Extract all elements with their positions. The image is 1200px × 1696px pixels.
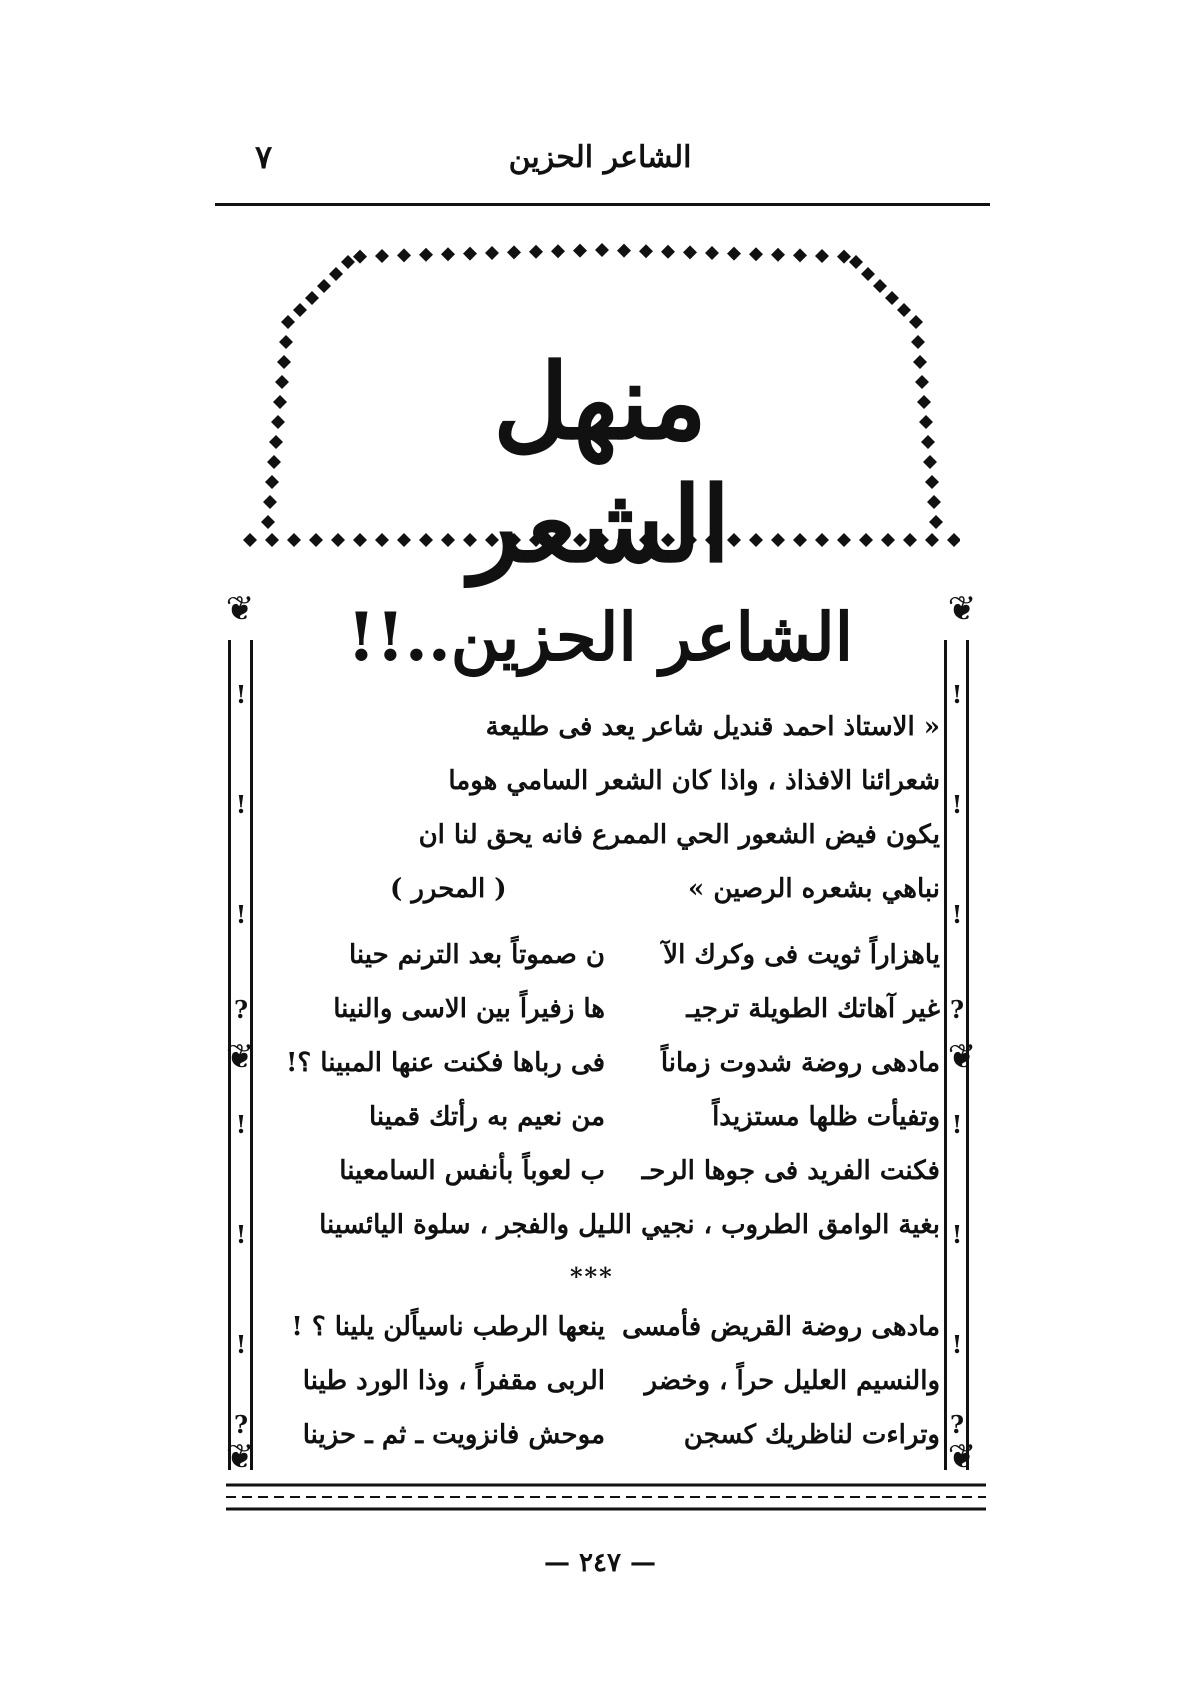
ornament-diamond <box>529 245 543 259</box>
ornament-diamond <box>265 533 279 547</box>
verse-left-hemistich: الربى مقفراً ، وذا الورد طينا <box>302 1366 605 1396</box>
ornament-diamond <box>639 244 653 258</box>
ornament-diamond <box>917 395 931 409</box>
intro-line: يكون فيض الشعور الحي الممرع فانه يحق لنا ان <box>418 820 940 850</box>
ornament-diamond <box>277 355 291 369</box>
ornament-diamond <box>309 533 323 547</box>
verse-left-hemistich: يل والفجر ، سلوة اليائسينا <box>319 1210 605 1240</box>
frame-mark-icon: ? <box>949 995 965 1024</box>
intro-line: نباهي بشعره الرصين » <box>688 874 940 904</box>
verse-right-hemistich: ياهزاراً ثويت فى وكرك الآ <box>663 940 940 970</box>
ornament-diamond <box>281 315 295 329</box>
ornament-diamond <box>267 455 281 469</box>
ornament-diamond <box>441 247 455 261</box>
ornament-diamond <box>551 244 565 258</box>
ornament-diamond <box>927 495 941 509</box>
ornament-diamond <box>269 435 283 449</box>
ornament-diamond <box>749 247 763 261</box>
ornament-diamond <box>881 533 895 547</box>
piece-title: الشاعر الحزين..!! <box>346 598 854 676</box>
verse-left-hemistich: ب لعوباً بأنفس السامعينا <box>339 1156 605 1186</box>
ornament-diamond <box>903 533 917 547</box>
ornament-diamond <box>897 303 911 317</box>
ornament-diamond <box>273 395 287 409</box>
ornament-diamond <box>921 435 935 449</box>
ornament-diamond <box>279 335 293 349</box>
frame-mark-icon: ? <box>233 1410 249 1439</box>
frame-mark-icon: ! <box>951 900 963 929</box>
ornament-diamond <box>507 245 521 259</box>
ornament-diamond <box>341 255 355 269</box>
ornament-diamond <box>913 355 927 369</box>
verse-right-hemistich: مادهى روضة القريض فأمسى <box>622 1312 940 1342</box>
frame-mark-icon: ? <box>233 995 249 1024</box>
frame-mark-icon: ! <box>235 1330 247 1359</box>
ornament-diamond <box>909 315 923 329</box>
frame-mark-icon: ! <box>951 680 963 709</box>
verse-left-hemistich: ها زفيراً بين الاسى والنينا <box>333 994 605 1024</box>
running-title: الشاعر الحزين <box>508 140 692 175</box>
ornament-diamond <box>271 415 285 429</box>
ornament-diamond <box>243 533 257 547</box>
ornament-diamond <box>915 375 929 389</box>
stanza-separator: *** <box>570 1262 614 1291</box>
ornament-diamond <box>859 533 873 547</box>
ornament-diamond <box>815 249 829 263</box>
ornament-diamond <box>925 475 939 489</box>
verse-left-hemistich: ينعها الرطب ناسياًلن يلينا ؟ ! <box>291 1312 605 1342</box>
banner-title: منهل الشعر <box>469 340 731 586</box>
verse-right-hemistich: بغية الوامق الطروب ، نجيي اللـ <box>600 1210 940 1240</box>
knot-ornament-icon: ❦ <box>225 589 255 629</box>
frame-bottom-border <box>226 1482 986 1512</box>
frame-mark-icon: ! <box>951 1220 963 1249</box>
frame-mark-icon: ! <box>235 900 247 929</box>
ornament-diamond <box>929 515 943 529</box>
verse-right-hemistich: والنسيم العليل حراً ، وخضر <box>644 1366 940 1396</box>
ornament-diamond <box>353 250 367 264</box>
ornament-diamond <box>595 243 609 257</box>
ornament-diamond <box>397 248 411 262</box>
ornament-diamond <box>265 475 279 489</box>
verse-right-hemistich: وتفيأت ظلها مستزيداً <box>712 1102 940 1132</box>
ornament-diamond <box>573 244 587 258</box>
verse-right-hemistich: فكنت الفريد فى جوها الرحـ <box>641 1156 940 1186</box>
ornament-diamond <box>661 245 675 259</box>
frame-mark-icon: ? <box>949 1410 965 1439</box>
folio-number: — ٢٤٧ — <box>543 1548 657 1578</box>
intro-line: « الاستاذ احمد قنديل شاعر يعد فى طليعة <box>485 712 940 742</box>
ornament-diamond <box>293 303 307 317</box>
ornament-diamond <box>873 279 887 293</box>
frame-mark-icon: ! <box>951 1110 963 1139</box>
intro-signature: ( المحرر ) <box>390 874 507 904</box>
frame-mark-icon: ! <box>235 790 247 819</box>
ornament-diamond <box>793 248 807 262</box>
frame-mark-icon: ! <box>951 1330 963 1359</box>
knot-ornament-icon: ❦ <box>947 589 977 629</box>
ornament-diamond <box>485 246 499 260</box>
ornament-diamond <box>305 291 319 305</box>
intro-line: شعرائنا الافذاذ ، واذا كان الشعر السامي هوما <box>448 766 940 796</box>
verse-right-hemistich: مادهى روضة شدوت زماناً <box>660 1048 940 1078</box>
frame-mark-icon: ! <box>235 1110 247 1139</box>
ornament-diamond <box>771 248 785 262</box>
verse-left-hemistich: موحش فانزويت ـ ثم ـ حزينا <box>302 1420 605 1450</box>
ornament-diamond <box>911 335 925 349</box>
ornament-diamond <box>375 249 389 263</box>
verse-right-hemistich: غير آهاتك الطويلة ترجيـ <box>686 994 940 1024</box>
ornament-diamond <box>837 250 851 264</box>
ornament-diamond <box>419 248 433 262</box>
page-number: ٧ <box>255 138 273 176</box>
knot-ornament-icon: ❦ <box>947 1037 977 1077</box>
ornament-diamond <box>683 245 697 259</box>
verse-left-hemistich: ن صموتاً بعد الترنم حينا <box>349 940 605 970</box>
frame-mark-icon: ! <box>235 1220 247 1249</box>
verse-left-hemistich: فى رباها فكنت عنها المبينا ؟! <box>286 1048 605 1078</box>
ornament-diamond <box>923 455 937 469</box>
knot-ornament-icon: ❦ <box>947 1437 977 1477</box>
frame-mark-icon: ! <box>235 680 247 709</box>
ornament-diamond <box>617 244 631 258</box>
ornament-diamond <box>331 533 345 547</box>
ornament-diamond <box>947 533 960 547</box>
ornament-diamond <box>885 291 899 305</box>
ornament-diamond <box>263 495 277 509</box>
verse-right-hemistich: وتراءت لناظريك كسجن <box>683 1420 940 1450</box>
knot-ornament-icon: ❦ <box>225 1437 255 1477</box>
ornament-diamond <box>275 375 289 389</box>
ornament-diamond <box>925 533 939 547</box>
ornament-diamond <box>317 279 331 293</box>
ornament-diamond <box>861 267 875 281</box>
verse-left-hemistich: من نعيم به رأتك قمينا <box>368 1102 605 1132</box>
ornament-diamond <box>329 267 343 281</box>
ornament-diamond <box>727 247 741 261</box>
frame-mark-icon: ! <box>951 790 963 819</box>
knot-ornament-icon: ❦ <box>225 1037 255 1077</box>
ornament-diamond <box>463 247 477 261</box>
ornament-diamond <box>705 246 719 260</box>
ornament-diamond <box>919 415 933 429</box>
ornament-diamond <box>849 255 863 269</box>
header-rule <box>215 203 990 206</box>
ornament-diamond <box>261 515 275 529</box>
ornament-diamond <box>287 533 301 547</box>
